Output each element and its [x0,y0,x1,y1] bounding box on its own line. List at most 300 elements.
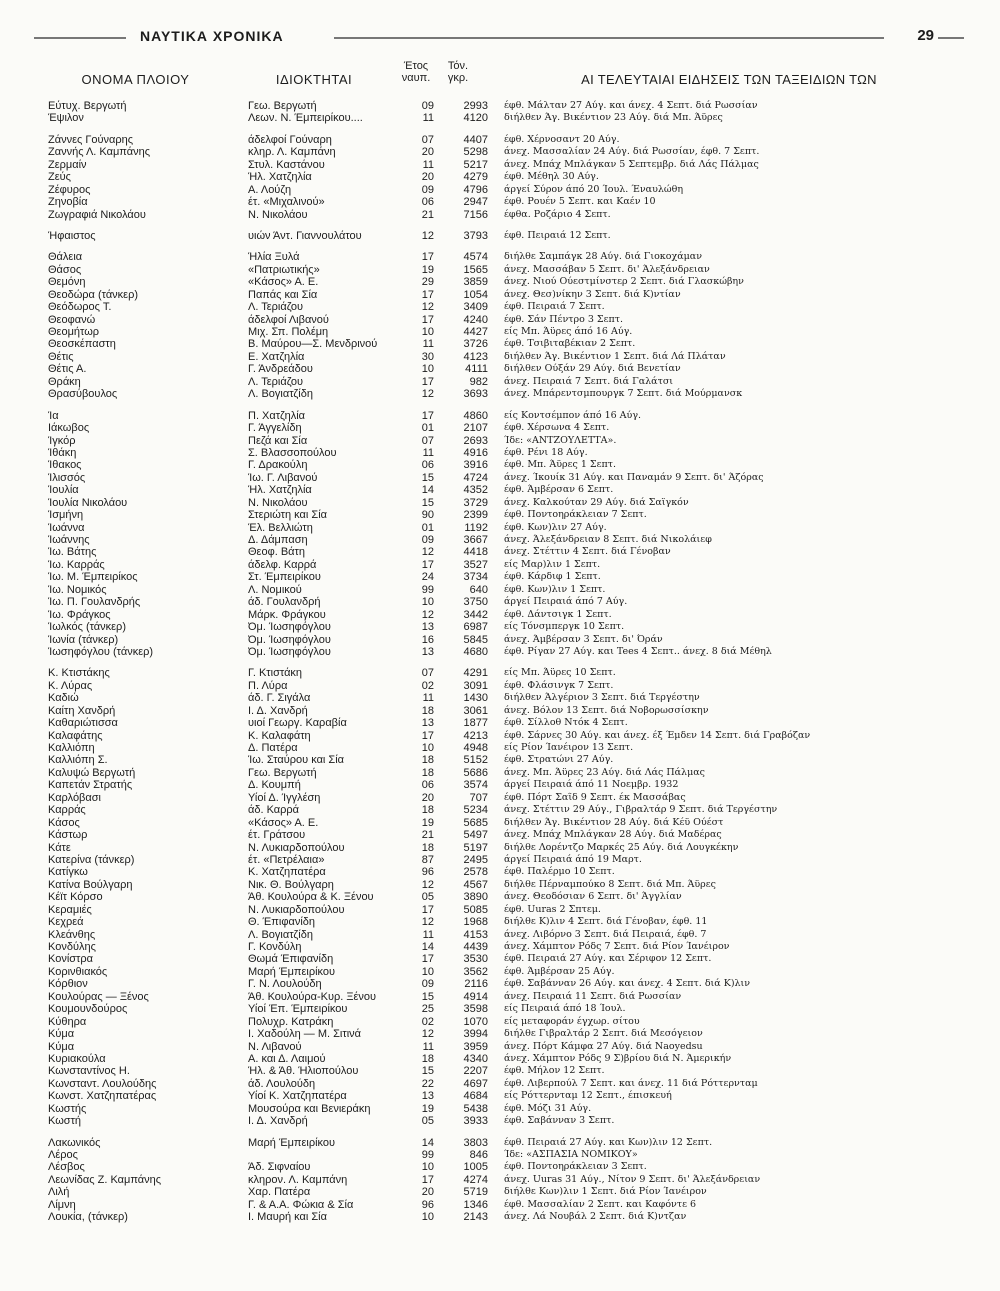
voyage-news: έφθ. Ρουέν 5 Σεπτ. και Καέν 10 [504,196,656,208]
table-row [48,767,968,779]
owner-name: Γ. Δρακούλη [248,459,308,472]
voyage-news: έφθ. Ποντοηράκλειαν 7 Σεπτ. [504,509,647,521]
table-row [48,1016,968,1028]
owner-name: Ήλ. Χατζηλία [248,484,312,497]
build-year: 99 [421,1149,434,1161]
tonnage: 4352 [463,484,488,497]
ship-name: Ίουλία [48,484,79,497]
tonnage: 5197 [463,841,488,854]
tonnage: 4120 [463,112,488,125]
tonnage: 4439 [463,941,488,953]
build-year: 17 [421,1173,434,1186]
owner-name: Ι. Χαδούλη — Μ. Σιτινά [248,1028,362,1041]
ship-name: Κονίστρα [48,953,94,966]
build-year: 14 [421,1136,434,1149]
tonnage: 2399 [463,509,488,522]
ship-name: Ίω. Φράγκος [48,608,111,621]
build-year: 14 [421,484,434,497]
owner-name: άδελφοί Γούναρη [248,133,332,146]
voyage-news: έφθ. Δάντσιγκ 1 Σεπτ. [504,608,612,620]
tonnage: 1005 [463,1161,488,1174]
tonnage: 3994 [463,1028,488,1041]
tonnage: 5685 [463,816,488,829]
ship-name: Κουμουνδούρος [48,1003,128,1016]
tonnage: 3729 [463,496,488,509]
journal-title: ΝΑΥΤΙΚΑ ΧΡΟΝΙΚΑ [134,28,290,44]
voyage-news: άνεχ. Καλκούταν 29 Αύγ. διά Σαϊγκόν [504,496,689,508]
table-row [48,251,968,263]
owner-name: Υίοί Έπ. Έμπειρίκου [248,1003,348,1016]
tonnage: 3527 [463,558,488,571]
voyage-news: Ίδε: «ΑΣΠΑΣΙΑ ΝΟΜΙΚΟΥ» [504,1149,638,1160]
build-year: 22 [421,1077,434,1090]
tonnage: 4213 [463,729,488,742]
owner-name: Στεριώτη και Σία [248,509,328,522]
ship-name: Κωνστ. Χατζηπατέρας [48,1090,157,1103]
table-row [48,609,968,621]
table-row [48,966,968,978]
tonnage: 3693 [463,388,488,401]
voyage-news: άνεχ. Λιβόρνο 3 Σεπτ. διά Πειραιά, έφθ. 7 [504,928,707,940]
ship-name: Κωνσταντ. Λουλούδης [48,1077,157,1090]
ship-group [48,667,968,1127]
table-row [48,472,968,484]
table-row [48,667,968,679]
page-number: 29 [913,27,938,44]
build-year: 02 [421,679,434,692]
column-header-year [396,60,436,84]
ship-name: Κονδύλης [48,941,96,953]
owner-name: Λ. Τεριάζου [248,375,303,388]
build-year: 07 [421,667,434,680]
owner-name: Λ. Τεριάζου [248,301,303,314]
tonnage: 4796 [463,183,488,196]
build-year: 18 [421,804,434,817]
ship-name: Ζηνοβία [48,196,88,209]
table-row [48,571,968,583]
owner-name: Γ. Κτιστάκη [248,667,303,680]
build-year: 02 [421,1015,434,1028]
ship-name: Θεοφανώ [48,313,96,326]
voyage-news: έφθ. Στρατώνι 27 Αύγ. [504,754,614,766]
tonnage: 4274 [463,1173,488,1186]
voyage-news: έφθ. Σαβάνναν 3 Σεπτ. [504,1115,615,1127]
owner-name: Ι. Δ. Χανδρή [248,704,308,717]
table-row [48,1078,968,1090]
voyage-news: είς μεταφοράν έγχωρ. σίτου [504,1015,640,1027]
ship-name: Ζέφυρος [48,183,91,196]
owner-name: Άδ. Σιφναίου [248,1161,311,1174]
voyage-news: άνεχ. Άλεξάνδρειαν 8 Σεπτ. διά Νικολάιεφ [504,534,712,545]
build-year: 11 [422,1040,434,1053]
build-year: 25 [421,1003,434,1016]
tonnage: 3933 [463,1115,488,1128]
voyage-news: διήλθε Κων)λιν 1 Σεπτ. διά Ρίον Ίανέιρον [504,1186,707,1198]
tonnage: 2143 [463,1211,488,1224]
tonnage: 2207 [463,1065,488,1078]
table-row [48,363,968,375]
ship-name: Κουλούρας — Ξένος [48,990,149,1003]
build-year: 11 [422,446,434,459]
tonnage: 3726 [463,338,488,351]
owner-name: Λ. Βογιατζίδη [248,928,313,941]
build-year: 13 [421,717,434,730]
tonnage: 1346 [463,1198,488,1211]
build-year: 12 [421,916,434,929]
owner-name: Άθ. Κουλούρα & Κ. Ξένου [248,891,374,904]
table-row [48,264,968,276]
tonnage: 1430 [463,692,488,705]
build-year: 05 [421,891,434,904]
build-year: 07 [421,133,434,146]
owner-name: έτ. «Μιχαλινού» [248,196,325,209]
owner-name: Β. Μαύρου—Σ. Μενδρινού [248,338,378,351]
tonnage: 1877 [463,717,488,730]
tonnage: 6987 [463,621,488,634]
voyage-news: έφθ. Πόρτ Σαΐδ 9 Σεπτ. έκ Μασσάβας [504,791,686,803]
build-year: 13 [421,645,434,658]
voyage-news: Ίδε: «ΑΝΤΖΟΥΛΕΤΤΑ». [504,434,617,446]
tonnage: 4123 [463,350,488,363]
ship-group [48,230,968,242]
owner-name: Δ. Κουμπή [248,779,301,792]
build-year: 96 [421,866,434,879]
voyage-news: είς Μπ. Άϋρες άπό 16 Αύγ. [504,326,633,337]
build-year: 17 [421,729,434,742]
tonnage: 707 [469,791,488,804]
table-row [48,301,968,313]
ship-name: Θεοσκέπαστη [48,338,116,351]
owner-name: Λ. Νομικού [248,583,302,596]
voyage-news: έφθ. Πειραιά 27 Αύγ. και Σέριφον 12 Σεπτ. [504,953,712,965]
tonnage: 3442 [463,608,488,621]
tonnage: 4948 [463,742,488,754]
owner-name: Γ. Ν. Λουλούδη [248,978,322,991]
build-year: 06 [421,779,434,792]
voyage-news: διήλθε Πέρναμπούκο 8 Σεπτ. διά Μπ. Άϋρες [504,878,716,890]
tonnage: 1565 [463,263,488,276]
build-year: 19 [421,816,434,829]
tonnage: 4697 [463,1077,488,1090]
owner-name: Γ. Άγγελίδη [248,422,302,435]
ship-name: Ίω. Νομικός [48,583,107,596]
table-row [48,866,968,878]
build-year: 12 [421,229,434,242]
table-row [48,435,968,447]
owner-name: άδ. Γουλανδρή [248,596,321,609]
table-row [48,1090,968,1102]
table-row [48,680,968,692]
owner-name: Στυλ. Καστάνου [248,158,325,171]
build-year: 17 [421,953,434,966]
voyage-news: έφθ. Λιβερπούλ 7 Σεπτ. και άνεχ. 11 διά Ρόττερνταμ [504,1077,758,1089]
ship-name: Κατίνα Βούλγαρη [48,878,133,891]
tonnage: 2993 [463,100,488,112]
voyage-news: έφθ. Άμβέρσαν 25 Αύγ. [504,965,615,977]
owner-name: Νικ. Θ. Βούλγαρη [248,878,334,891]
tonnage: 3598 [463,1003,488,1016]
ship-name: Θεοδώρα (τάνκερ) [48,288,138,301]
voyage-news: έφθ. Μόζι 31 Αύγ. [504,1102,592,1114]
voyage-news: άργεί Πειραιά άπό 11 Νοεμβρ. 1932 [504,779,679,791]
voyage-news: έφθ. Χέρσωνα 4 Σεπτ. [504,422,610,434]
build-year: 30 [421,350,434,363]
voyage-news: άνεχ. Ίκουίκ 31 Αύγ. και Παναμάν 9 Σεπτ. δι' Άζόρας [504,471,764,483]
column-header-year-bottom: ναυπ. [401,72,431,84]
tonnage: 3734 [463,571,488,584]
voyage-news: έφθ. Μέθηλ 30 Αύγ. [504,171,599,183]
ship-name: Ίω. Βάτης [48,546,97,559]
voyage-news: έφθ. Μασσαλίαν 2 Σεπτ. και Καφόντε 6 [504,1198,697,1210]
tonnage: 3530 [463,953,488,966]
table-row [48,338,968,350]
voyage-news: άνεχ. Πειραιά 11 Σεπτ. διά Ρωσσίαν [504,990,682,1002]
voyage-news: διήλθε Σαμπάγκ 28 Αύγ. διά Γιοκοχάμαν [504,251,702,263]
column-header-tons [438,60,478,84]
owner-name: Ε. Χατζηλία [248,350,305,363]
table-row [48,804,968,816]
build-year: 10 [421,596,434,609]
table-row [48,559,968,571]
tonnage: 5234 [463,804,488,817]
tonnage: 4914 [463,990,488,1003]
build-year: 29 [421,276,434,289]
owner-name: Ήλία Ξυλά [248,251,300,264]
tonnage: 4574 [463,251,488,264]
owner-name: Ν. Νικολάου [248,496,308,509]
tonnage: 4279 [463,171,488,184]
ship-name: Κύθηρα [48,1015,87,1028]
ship-name: Λακωνικός [48,1136,101,1149]
build-year: 11 [422,158,434,171]
table-row [48,509,968,521]
ship-name: Καθαριώτισσα [48,717,118,730]
owner-name: υιών Άντ. Γιαννουλάτου [248,229,362,242]
build-year: 17 [421,375,434,388]
voyage-news: άνεχ. Πόρτ Κάμφα 27 Αύγ. διά Naoyedsu [504,1040,703,1052]
ship-group [48,134,968,221]
ship-name: Θράκη [48,375,81,388]
owner-name: Μιχ. Σπ. Πολέμη [248,326,329,338]
tonnage: 4860 [463,409,488,422]
voyage-news: άνεχ. Θεσ)νίκην 3 Σεπτ. διά Κ)ντίαν [504,288,681,300]
ship-name: Κατίγκω [48,866,88,879]
build-year: 15 [421,1065,434,1078]
ship-name: Λέσβος [48,1161,85,1174]
ship-name: Ία [48,409,59,422]
build-year: 09 [421,978,434,991]
tonnage: 4240 [463,313,488,326]
owner-name: Ήλ. & Άθ. Ήλιοπούλου [248,1065,359,1078]
table-row [48,459,968,471]
tonnage: 4427 [463,326,488,338]
voyage-news: διήλθεν Άλγέριον 3 Σεπτ. διά Τεργέστην [504,692,700,704]
table-row [48,754,968,766]
tonnage: 3562 [463,965,488,978]
voyage-news: έφθ. Κων)λιν 27 Αύγ. [504,521,607,533]
table-row [48,1174,968,1186]
tonnage: 5152 [463,754,488,767]
tonnage: 2495 [463,853,488,866]
tonnage: 4111 [465,363,488,376]
voyage-news: διήλθεν Άγ. Βικέντιον 23 Αύγ. διά Μπ. Άϋρες [504,112,723,124]
owner-name: Γ. Άνδρεάδου [248,363,313,376]
tonnage: 4567 [463,878,488,891]
table-row [48,916,968,928]
table-row [48,1199,968,1211]
owner-name: Γ. & Α.Α. Φώκια & Σία [248,1198,354,1211]
voyage-news: άνεχ. Στέττιν 4 Σεπτ. διά Γένοβαν [504,546,671,558]
table-row [48,891,968,903]
build-year: 18 [421,1052,434,1065]
build-year: 01 [421,521,434,534]
build-year: 09 [421,183,434,196]
build-year: 19 [421,263,434,276]
ship-name: Κεχρεά [48,916,84,929]
ship-group [48,410,968,659]
table-row [48,929,968,941]
tonnage: 3803 [463,1136,488,1149]
ship-name: Ίθακος [48,459,82,472]
build-year: 13 [421,621,434,634]
ship-name: Ίω. Π. Γουλανδρής [48,596,141,609]
ship-name: Κάστωρ [48,829,88,842]
ship-name: Κύμα [48,1028,75,1041]
ship-name: Κλεάνθης [48,928,96,941]
voyage-news: άνεχ. Βόλον 13 Σεπτ. διά Νοβορωσσίσκην [504,704,709,716]
build-year: 15 [421,990,434,1003]
build-year: 16 [421,633,434,646]
table-row [48,171,968,183]
tonnage: 1968 [463,916,488,929]
ship-name: Ίωνία (τάνκερ) [48,633,119,646]
tonnage: 982 [469,375,488,388]
table-row [48,842,968,854]
table-row [48,854,968,866]
owner-name: άδ. Γ. Σιγάλα [248,692,311,705]
build-year: 90 [421,509,434,522]
voyage-news: έφθ. Ποντοηράκλειαν 3 Σεπτ. [504,1161,647,1173]
table-row [48,742,968,754]
owner-name: Ι. Δ. Χανδρή [248,1115,308,1128]
owner-name: Πεζά και Σία [248,434,308,447]
build-year: 18 [421,766,434,779]
table-row [48,1003,968,1015]
header-rule-left [34,37,126,39]
voyage-news: είς Ρόττερνταμ 12 Σεπτ., έπισκευή [504,1090,672,1102]
tonnage: 5686 [463,766,488,779]
tonnage: 846 [469,1149,488,1161]
build-year: 20 [421,791,434,804]
table-row [48,991,968,1003]
voyage-news: είς Τόνσμπεργκ 10 Σεπτ. [504,621,625,633]
table-row [48,1103,968,1115]
owner-name: Θεοφ. Βάτη [248,546,305,559]
build-year: 19 [421,1102,434,1115]
table-row [48,276,968,288]
owner-name: Θ. Έπιφανίδη [248,916,316,929]
ship-name: Καρλόβασι [48,791,101,804]
ship-name: Ίλισσός [48,471,86,484]
tonnage: 3793 [463,229,488,242]
owner-name: Ίω. Σταύρου και Σία [248,754,345,767]
table-row [48,717,968,729]
build-year: 06 [421,459,434,472]
ship-name: Λουκία, (τάνκερ) [48,1211,128,1224]
ship-name: Ζάννες Γούναρης [48,133,134,146]
build-year: 24 [421,571,434,584]
ship-name: Κορινθιακός [48,965,108,978]
table-row [48,196,968,208]
table-row [48,621,968,633]
tonnage: 5217 [463,158,488,171]
ship-name: Καλυψώ Βεργωτή [48,766,136,779]
table-row [48,1053,968,1065]
table-row [48,326,968,338]
owner-name: Θωμά Έπιφανίδη [248,953,334,966]
build-year: 18 [421,754,434,767]
tonnage: 5845 [463,633,488,646]
table-row [48,100,968,112]
tonnage: 5085 [463,903,488,916]
build-year: 05 [421,1115,434,1128]
table-row [48,953,968,965]
voyage-news: έφθ. Μπ. Άϋρες 1 Σεπτ. [504,459,617,471]
build-year: 09 [421,534,434,546]
owner-name: Γεω. Βεργωτή [248,766,317,779]
owner-name: άδελφ. Καρρά [248,558,317,571]
tonnage: 5298 [463,146,488,159]
ship-name: Κωνσταντίνος Η. [48,1065,130,1078]
tonnage: 3916 [463,459,488,472]
ship-name: Ήφαιστος [48,229,96,242]
table-row [48,941,968,953]
build-year: 18 [421,704,434,717]
owner-name: Δ. Πατέρα [248,742,298,754]
voyage-news: διήλθε Κ)λιν 4 Σεπτ. διά Γένοβαν, έφθ. 11 [504,916,708,928]
build-year: 17 [421,903,434,916]
tonnage: 4407 [463,133,488,146]
owner-name: Ν. Λιβανού [248,1040,302,1053]
owner-name: Πολυχρ. Κατράκη [248,1015,334,1028]
ship-name: Θάσος [48,263,82,276]
ship-name: Λιλή [48,1186,70,1199]
voyage-news: έφθ. Παλέρμο 10 Σεπτ. [504,866,615,878]
ship-name: Κέϊτ Κόρσο [48,891,103,904]
table-row [48,705,968,717]
tonnage: 1070 [463,1015,488,1028]
table-row [48,829,968,841]
owner-name: άδ. Λουλούδη [248,1077,316,1090]
table-row [48,159,968,171]
build-year: 12 [421,1028,434,1041]
voyage-news: διήλθεν Άγ. Βικέντιον 1 Σεπτ. διά Λά Πλάταν [504,350,726,362]
build-year: 07 [421,434,434,447]
ship-name: Καδιώ [48,692,79,705]
column-header-year-top: Έτος [403,60,429,72]
table-row [48,410,968,422]
tonnage: 3890 [463,891,488,904]
voyage-news: έφθ. Χέρνοσαντ 20 Αύγ. [504,133,620,145]
owner-name: Ν. Νικολάου [248,208,308,221]
ship-name: Θεμόνη [48,276,86,289]
table-row [48,112,968,124]
table-row [48,422,968,434]
voyage-news: είς Κοντσέμπον άπό 16 Αύγ. [504,409,642,421]
owner-name: κληρον. Λ. Καμπάνη [248,1173,348,1186]
table-row [48,497,968,509]
tonnage: 4724 [463,471,488,484]
